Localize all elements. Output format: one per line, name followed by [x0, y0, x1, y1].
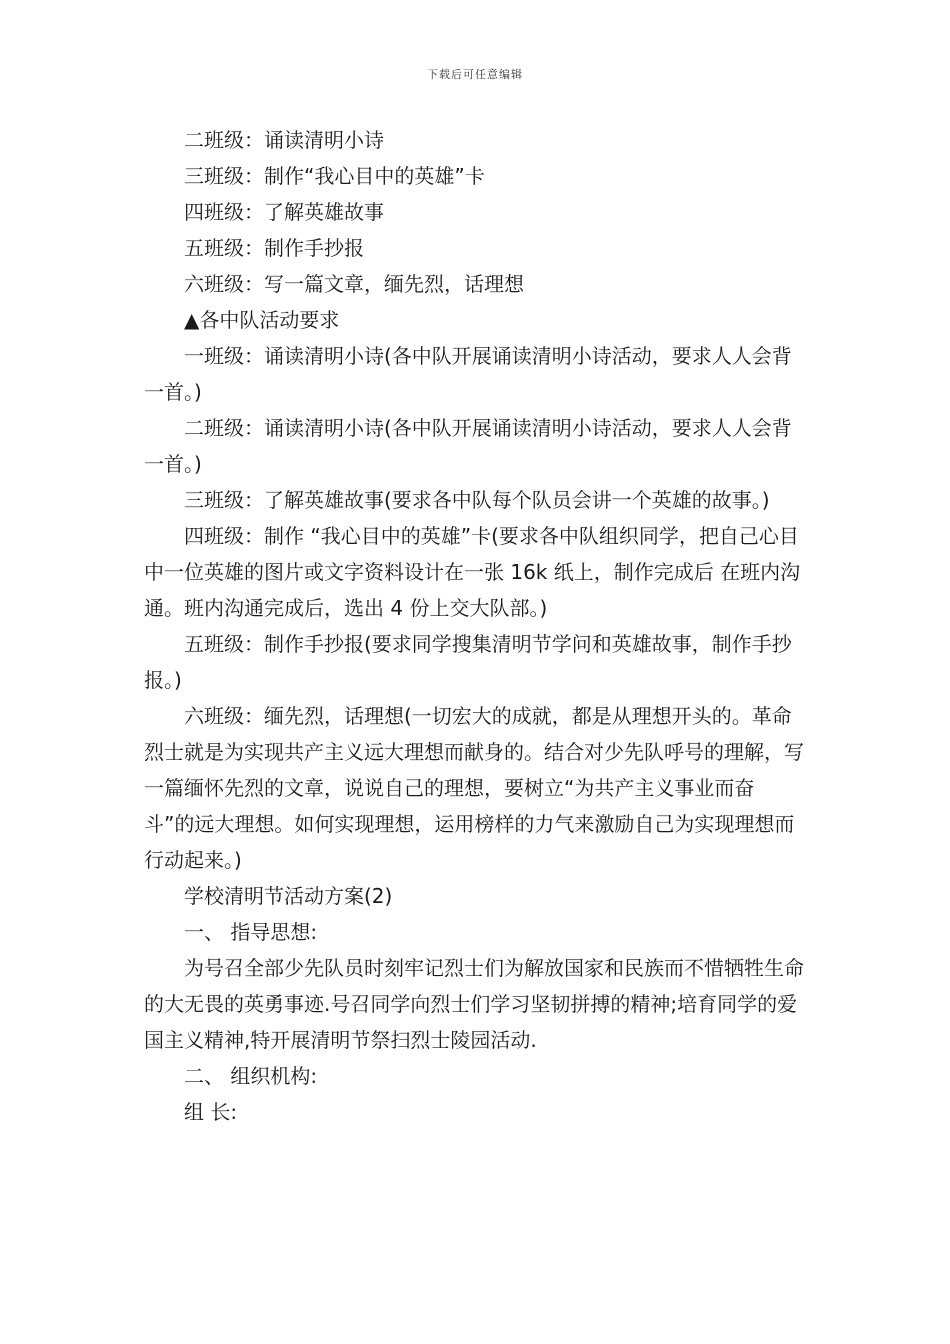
plan-title: 学校清明节活动方案(2) — [184, 884, 393, 908]
paragraph-group-leader: 组 长: — [184, 1100, 238, 1124]
heading-organization: 二、 组织机构: — [184, 1064, 318, 1088]
paragraph-class5-handbill: 五班级：制作手抄报 — [184, 236, 364, 260]
paragraph-class3-card: 三班级：制作“我心目中的英雄”卡 — [184, 164, 485, 188]
paragraph-class6-essay: 六班级：写一篇文章，缅先烈，话理想 — [184, 272, 524, 296]
heading-guiding-thought: 一、 指导思想: — [184, 920, 318, 944]
paragraph-guiding-thought: 为号召全部少先队员时刻牢记烈士们为解放国家和民族而不惜牺牲生命的大无畏的英勇事迹.号召同学向烈士们学习坚韧拼搏的精神;培育同学的爱国主义精神,特开展清明节祭扫烈士陵园活动. — [144, 956, 804, 1052]
paragraph-req-class5: 五班级：制作手抄报(要求同学搜集清明节学问和英雄故事，制作手抄报。) — [144, 632, 792, 692]
paragraph-req-class4: 四班级：制作 “我心目中的英雄”卡(要求各中队组织同学，把自己心目中一位英雄的图片或文字资料设计在一张 16k 纸上，制作完成后 在班内沟通。班内沟通完成后，选出 4 份上交大队部。) — [144, 524, 801, 620]
paragraph-req-class1: 一班级：诵读清明小诗(各中队开展诵读清明小诗活动，要求人人会背一首。) — [144, 344, 792, 404]
paragraph-req-class2: 二班级：诵读清明小诗(各中队开展诵读清明小诗活动，要求人人会背一首。) — [144, 416, 792, 476]
section-heading-requirements: ▲各中队活动要求 — [184, 308, 340, 332]
paragraph-req-class6: 六班级：缅先烈，话理想(一切宏大的成就，都是从理想开头的。革命烈士就是为实现共产主义远大理想而献身的。结合对少先队呼号的理解，写一篇缅怀先烈的文章，说说自己的理想，要树立“为共产主义事业而奋斗”的远大理想。如何实现理想，运用榜样的力气来激励自己为实现理想而行动起来。) — [144, 704, 804, 872]
paragraph-req-class3: 三班级：了解英雄故事(要求各中队每个队员会讲一个英雄的故事。) — [184, 488, 770, 512]
page-header: 下载后可任意编辑 — [427, 68, 523, 81]
paragraph-class2-poem: 二班级：诵读清明小诗 — [184, 128, 384, 152]
paragraph-class4-story: 四班级：了解英雄故事 — [184, 200, 384, 224]
document-body — [144, 122, 804, 1130]
